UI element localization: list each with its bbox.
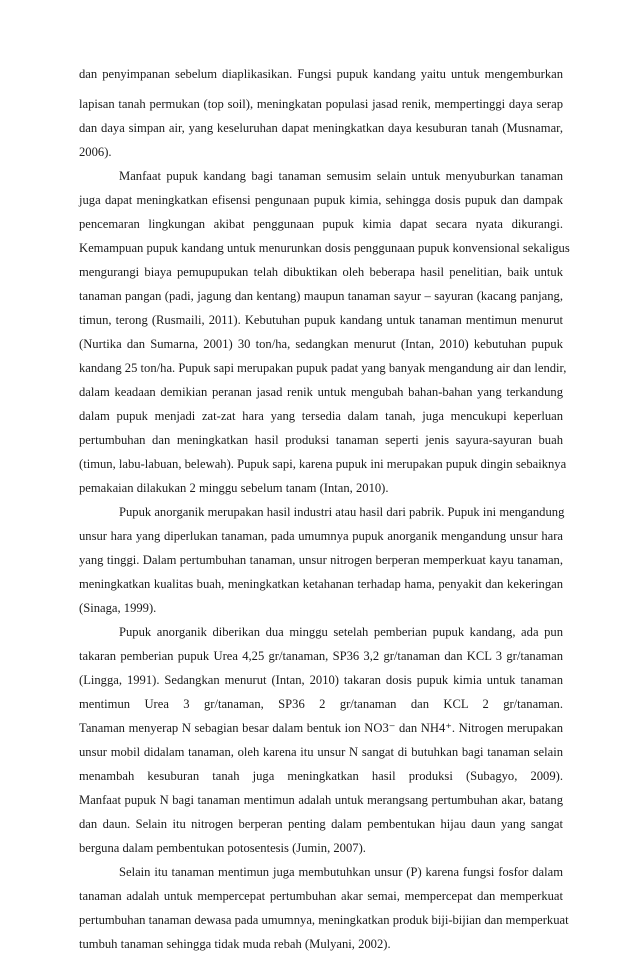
text-line: Manfaat pupuk N bagi tanaman mentimun adalah untuk merangsang pertumbuhan akar, batang bbox=[79, 793, 563, 807]
text-line: (timun, labu-labuan, belewah). Pupuk sapi, karena pupuk ini merupakan pupuk dingin sebaiknya bbox=[79, 457, 567, 471]
text-line: timun, terong (Rusmaili, 2011). Kebutuhan pupuk kandang untuk tanaman mentimun menurut bbox=[79, 313, 563, 327]
text-line: (Nurtika dan Sumarna, 2001) 30 ton/ha, sedangkan menurut (Intan, 2010) kebutuhan pupuk bbox=[79, 337, 563, 351]
text-line: dan penyimpanan sebelum diaplikasikan. Fungsi pupuk kandang yaitu untuk mengemburkan bbox=[79, 67, 563, 81]
text-line: unsur mobil didalam tanaman, oleh karena itu unsur N sangat di butuhkan bagi tanaman selain bbox=[79, 745, 563, 759]
text-line: pencemaran lingkungan akibat penggunaan pupuk kimia dapat secara nyata dikurangi. bbox=[79, 217, 563, 231]
text-line: meningkatkan kualitas buah, meningkatkan ketahanan terhadap hama, penyakit dan kekeringan bbox=[79, 577, 563, 591]
text-line: tanaman adalah untuk mempercepat pertumbuhan akar semai, mempercepat dan memperkuat bbox=[79, 889, 563, 903]
text-line: lapisan tanah permukan (top soil), meningkatan populasi jasad renik, mempertinggi daya serap bbox=[79, 97, 563, 111]
text-line: mengurangi biaya pemupupukan telah dibuktikan oleh beberapa hasil penelitian, baik untuk bbox=[79, 265, 563, 279]
text-line: pertumbuhan tanaman dewasa pada umumnya, meningkatkan produk biji-bijian dan memperkuat bbox=[79, 913, 569, 927]
text-line: unsur hara yang diperlukan tanaman, pada umumnya pupuk anorganik mengandung unsur hara bbox=[79, 529, 563, 543]
text-line: dalam keadaan demikian peranan jasad renik untuk mengubah bahan-bahan yang terkandung bbox=[79, 385, 563, 399]
text-line: Manfaat pupuk kandang bagi tanaman semusim selain untuk menyuburkan tanaman bbox=[119, 169, 563, 183]
text-line: mentimun Urea 3 gr/tanaman, SP36 2 gr/tanaman dan KCL 2 gr/tanaman. bbox=[79, 697, 563, 711]
text-line: Pupuk anorganik diberikan dua minggu setelah pemberian pupuk kandang, ada pun bbox=[119, 625, 563, 639]
text-line: Kemampuan pupuk kandang untuk menurunkan dosis penggunaan pupuk konvensional sekaligus bbox=[79, 241, 570, 255]
text-line: dan daya simpan air, yang keseluruhan dapat meningkatkan daya kesuburan tanah (Musnamar, bbox=[79, 121, 563, 135]
text-line: berguna dalam pembentukan potosentesis (Jumin, 2007). bbox=[79, 841, 366, 855]
text-line: dalam pupuk menjadi zat-zat hara yang tersedia dalam tanah, juga mencukupi keperluan bbox=[79, 409, 563, 423]
text-line: Tanaman menyerap N sebagian besar dalam bentuk ion NO3⁻ dan NH4⁺. Nitrogen merupakan bbox=[79, 721, 563, 735]
text-line: kandang 25 ton/ha. Pupuk sapi merupakan pupuk padat yang banyak mengandung air dan lendir, bbox=[79, 361, 567, 375]
text-line: juga dapat meningkatkan efisensi pengunaan pupuk kimia, sehingga dosis pupuk dan dampak bbox=[79, 193, 563, 207]
text-line: takaran pemberian pupuk Urea 4,25 gr/tanaman, SP36 3,2 gr/tanaman dan KCL 3 gr/tanaman bbox=[79, 649, 563, 663]
text-line: (Sinaga, 1999). bbox=[79, 601, 157, 615]
text-line: tanaman pangan (padi, jagung dan kentang) maupun tanaman sayur – sayuran (kacang panjang, bbox=[79, 289, 563, 303]
text-line: 2006). bbox=[79, 145, 112, 159]
text-line: pemakaian dilakukan 2 minggu sebelum tanam (Intan, 2010). bbox=[79, 481, 389, 495]
text-line: pertumbuhan dan meningkatkan hasil produksi tanaman seperti jenis sayura-sayuran buah bbox=[79, 433, 563, 447]
text-line: Pupuk anorganik merupakan hasil industri atau hasil dari pabrik. Pupuk ini mengandung bbox=[119, 505, 565, 519]
text-line: menambah kesuburan tanah juga meningkatkan hasil produksi (Subagyo, 2009). bbox=[79, 769, 563, 783]
text-line: yang tinggi. Dalam pertumbuhan tanaman, unsur nitrogen berperan memperkuat kayu tanaman, bbox=[79, 553, 563, 567]
text-line: tumbuh tanaman sehingga tidak muda rebah (Mulyani, 2002). bbox=[79, 937, 391, 951]
text-line: dan daun. Selain itu nitrogen berperan penting dalam pembentukan hijau daun yang sangat bbox=[79, 817, 563, 831]
text-line: Selain itu tanaman mentimun juga membutuhkan unsur (P) karena fungsi fosfor dalam bbox=[119, 865, 563, 879]
text-line: (Lingga, 1991). Sedangkan menurut (Intan, 2010) takaran dosis pupuk kimia untuk tanaman bbox=[79, 673, 563, 687]
